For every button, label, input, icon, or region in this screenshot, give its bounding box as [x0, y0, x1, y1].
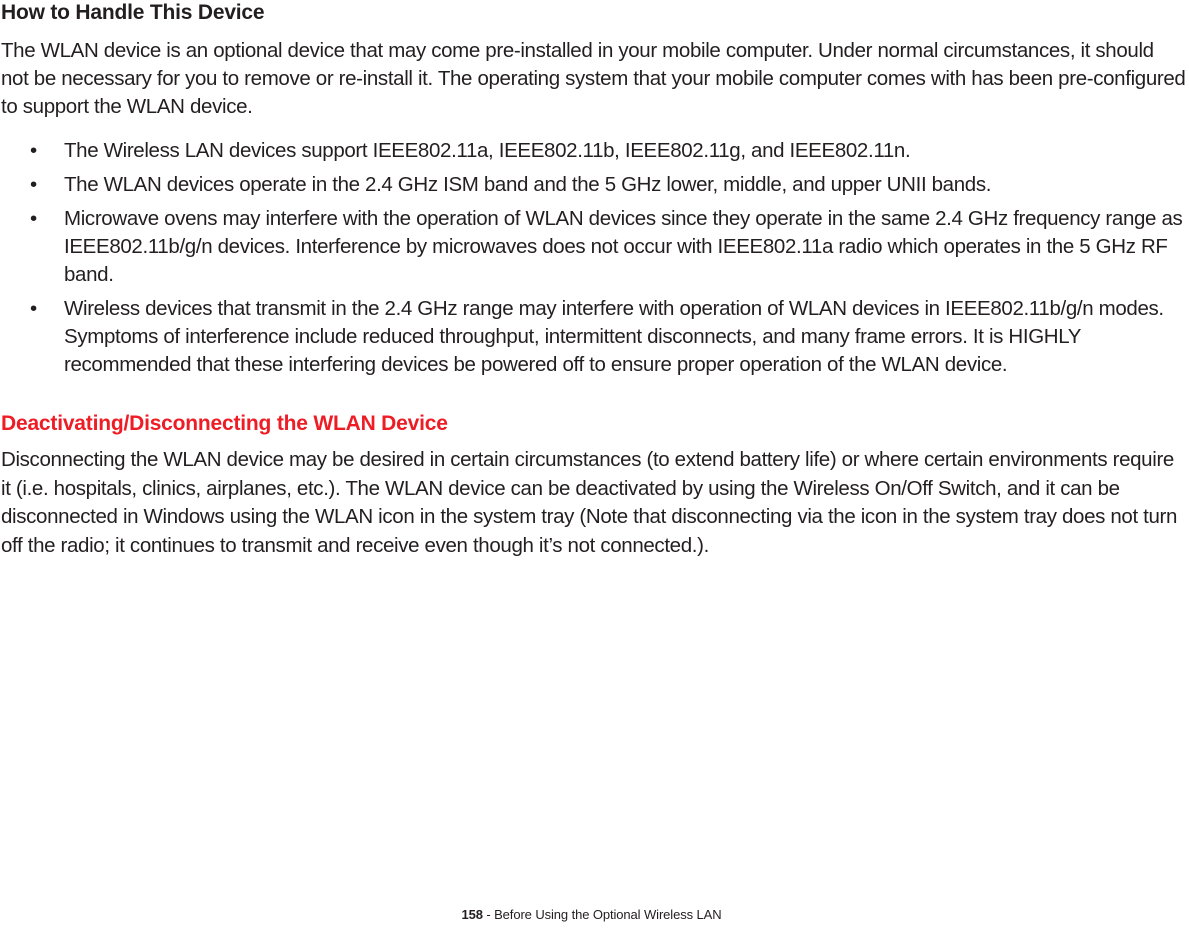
footer-separator: -: [482, 907, 495, 922]
list-item: [30, 171, 1188, 199]
list-item: [30, 295, 1188, 379]
deactivating-paragraph: Disconnecting the WLAN device may be desired in certain circumstances (to extend battery life) or where certain environments require it (i.e. hospitals, clinics, airplanes, etc.). The WLAN device can be deactivated by using the Wireless On/Off Switch, and it can be disconnected in Windows using the WLAN icon in the system tray (Note that disconnecting via the icon in the system tray does not turn off the radio; it continues to transmit and receive even though it’s not connected.).: [1, 448, 1178, 557]
bullet-list: [30, 137, 1188, 385]
page-number: 158: [461, 907, 483, 922]
list-item-text: Microwave ovens may interfere with the operation of WLAN devices since they operate in the same 2.4 GHz frequency range as IEEE802.11b/g/n devices. Interference by microwaves does not occur with IEEE802.11a radio which operates in the 5 GHz RF band.: [64, 207, 1183, 286]
list-item: [30, 137, 1188, 165]
bullet-marker: •: [30, 173, 37, 196]
intro-paragraph: The WLAN device is an optional device that may come pre-installed in your mobile computer. Under normal circumstances, it should not be necessary for you to remove or re-install it. The operating system that your mobile computer comes with has been pre-configured to support the WLAN device.: [1, 39, 1186, 118]
list-item-text: The WLAN devices operate in the 2.4 GHz ISM band and the 5 GHz lower, middle, and upper UNII bands.: [64, 173, 992, 196]
footer-title: Before Using the Optional Wireless LAN: [494, 907, 722, 922]
bullet-marker: •: [30, 139, 37, 162]
list-item-text: The Wireless LAN devices support IEEE802.11a, IEEE802.11b, IEEE802.11g, and IEEE802.11n.: [64, 139, 911, 162]
page-footer: [0, 906, 1189, 924]
section-heading-deactivating: Deactivating/Disconnecting the WLAN Device: [1, 412, 448, 435]
list-item-text: Wireless devices that transmit in the 2.4 GHz range may interfere with operation of WLAN devices in IEEE802.11b/g/n modes. Symptoms of interference include reduced throughput, intermittent disconnects, and many frame errors. It is HIGHLY recommended that these interfering devices be powered off to ensure proper operation of the WLAN device.: [64, 297, 1164, 376]
list-item: [30, 205, 1188, 289]
bullet-marker: •: [30, 297, 37, 320]
section-heading-how-to-handle: How to Handle This Device: [1, 1, 265, 24]
bullet-marker: •: [30, 207, 37, 230]
